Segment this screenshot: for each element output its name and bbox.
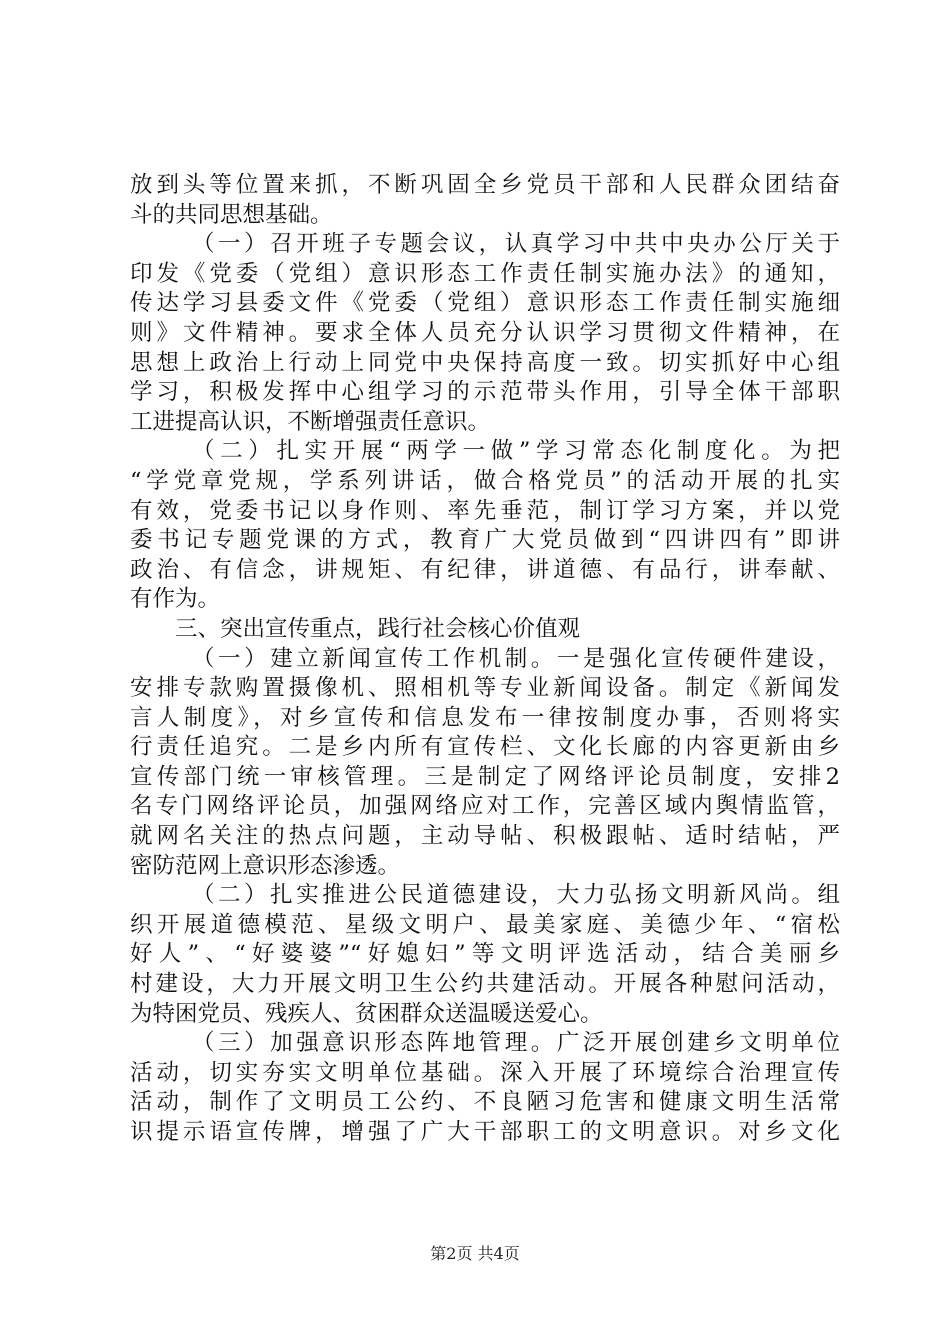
text-line: （三）加强意识形态阵地管理。广泛开展创建乡文明单位 <box>192 1030 840 1057</box>
text-line: 有作为。 <box>130 586 221 613</box>
text-line: 名专门网络评论员，加强网络应对工作，完善区域内舆情监管， <box>130 793 840 820</box>
text-line: 工进提高认识，不断增强责任意识。 <box>130 408 491 435</box>
text-line: 思想上政治上行动上同党中央保持高度一致。切实抓好中心组 <box>130 349 840 376</box>
text-line: （一）建立新闻宣传工作机制。一是强化宣传硬件建设， <box>192 645 840 672</box>
text-line: （一）召开班子专题会议，认真学习中共中央办公厅关于 <box>192 231 840 258</box>
text-line: 行责任追究。二是乡内所有宣传栏、文化长廊的内容更新由乡 <box>130 734 840 761</box>
text-line: （二）扎实推进公民道德建设，大力弘扬文明新风尚。组 <box>192 882 840 909</box>
text-line: 传达学习县委文件《党委（党组）意识形态工作责任制实施细 <box>130 290 840 317</box>
text-line: 密防范网上意识形态渗透。 <box>130 852 401 879</box>
text-line: 为特困党员、残疾人、贫困群众送温暖送爱心。 <box>130 1000 603 1027</box>
document-body <box>130 171 840 1148</box>
text-line: 委书记专题党课的方式，教育广大党员做到“四讲四有”即讲 <box>130 527 840 554</box>
text-line: 言人制度》，对乡宣传和信息发布一律按制度办事，否则将实 <box>130 704 840 731</box>
text-line: 斗的共同思想基础。 <box>130 201 333 228</box>
text-line: 放到头等位置来抓，不断巩固全乡党员干部和人民群众团结奋 <box>130 172 840 198</box>
text-line: 学习，积极发挥中心组学习的示范带头作用，引导全体干部职 <box>130 379 840 406</box>
text-line: 政治、有信念，讲规矩、有纪律，讲道德、有品行，讲奉献、 <box>130 556 840 583</box>
text-line: （二）扎实开展“两学一做”学习常态化制度化。为把 <box>192 438 840 465</box>
text-line: 就网名关注的热点问题，主动导帖、积极跟帖、适时结帖，严 <box>130 823 840 850</box>
section-heading: 三、突出宣传重点，践行社会核心价值观 <box>175 615 581 642</box>
text-line: 印发《党委（党组）意识形态工作责任制实施办法》的通知， <box>130 260 840 287</box>
text-line: 宣传部门统一审核管理。三是制定了网络评论员制度，安排2 <box>130 763 840 790</box>
text-line: 活动，制作了文明员工公约、不良陋习危害和健康文明生活常 <box>130 1089 840 1116</box>
page-number-footer: 第2页 共4页 <box>430 1244 520 1263</box>
text-line: 村建设，大力开展文明卫生公约共建活动。开展各种慰问活动， <box>130 971 840 998</box>
text-line: 识提示语宣传牌，增强了广大干部职工的文明意识。对乡文化 <box>130 1119 840 1145</box>
text-line: 织开展道德模范、星级文明户、最美家庭、美德少年、“宿松 <box>130 911 840 938</box>
text-line: 则》文件精神。要求全体人员充分认识学习贯彻文件精神，在 <box>130 319 840 346</box>
text-line: “学党章党规，学系列讲话，做合格党员”的活动开展的扎实 <box>130 467 840 494</box>
text-line: 安排专款购置摄像机、照相机等专业新闻设备。制定《新闻发 <box>130 675 840 702</box>
text-line: 有效，党委书记以身作则、率先垂范，制订学习方案，并以党 <box>130 497 840 524</box>
text-line: 活动，切实夯实文明单位基础。深入开展了环境综合治理宣传 <box>130 1059 840 1086</box>
text-line: 好人”、“好婆婆”“好媳妇”等文明评选活动，结合美丽乡 <box>130 941 840 968</box>
